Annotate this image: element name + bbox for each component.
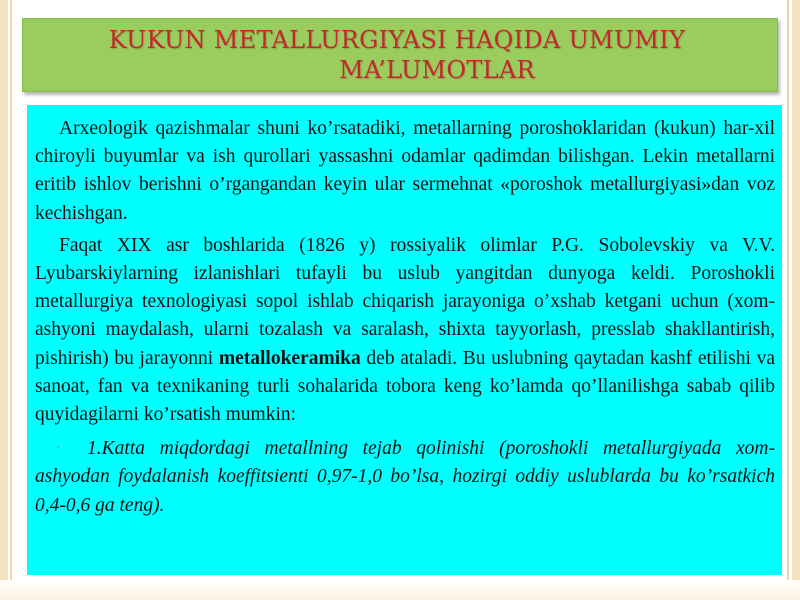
paragraph-history-text-end: deb ataladi. Bu uslubning qaytadan kashf etilishi va sanoat, fan va texnikaning turli sohalarida tobora keng ko’lamda qo’llanilishga sabab qilib quyidagilarni ko’rsatish mumkin:: [35, 347, 775, 426]
paragraph-history-text-start: Faqat XIX asr boshlarida (1826 y) rossiyalik olimlar P.G. Sobolevskiy va V.V. Lyubarskiylarning izlanishlari tufayli bu uslub yangitdan dunyoga keldi. Poroshokli metallurgiya texnologiyasi sopol ishlab chiqarish jarayoniga o’xshab ketgani uchun (xom-ashyoni maydalash, ularni tozalash va saralash, shixta tayyorlash, presslab shakllantirish, pishirish) bu jarayonni: [35, 234, 775, 369]
right-decorative-stripe: [792, 0, 800, 600]
paragraph-history: [35, 232, 775, 429]
slide-title-line-1: KUKUN METALLURGIYASI HAQIDA UMUMIY: [108, 26, 686, 54]
list-item-material-savings: [35, 433, 775, 520]
bottom-decorative-band: [0, 580, 800, 600]
slide-title-line-2: MA’LUMOTLAR: [339, 56, 535, 84]
bullet-icon: •: [56, 440, 61, 455]
slide-title-box: [22, 18, 778, 92]
right-decorative-line: [787, 0, 789, 600]
left-decorative-stripe: [0, 0, 8, 600]
list-item-material-savings-text: 1.Katta miqdordagi metallning tejab qolinishi (poroshokli metallurgiyada xom-ashyodan foydalanish koeffitsienti 0,97-1,0 bo’lsa, hozirgi oddiy uslublarda bu ko’rsatkich 0,4-0,6 ga teng).: [35, 438, 775, 516]
term-metallokeramika: metallokeramika: [218, 347, 361, 369]
slide-content-box: [27, 105, 782, 575]
left-decorative-line: [10, 0, 12, 600]
paragraph-archaeology: Arxeologik qazishmalar shuni ko’rsatadiki, metallarning poroshoklaridan (kukun) har-xil chiroyli buyumlar va ish qurollari yassashni odamlar qadimdan bilishgan. Lekin metallarni eritib ishlov berishni o’rgangandan keyin ular sermehnat «poroshok metallurgiyasi»dan voz kechishgan.: [35, 118, 775, 224]
